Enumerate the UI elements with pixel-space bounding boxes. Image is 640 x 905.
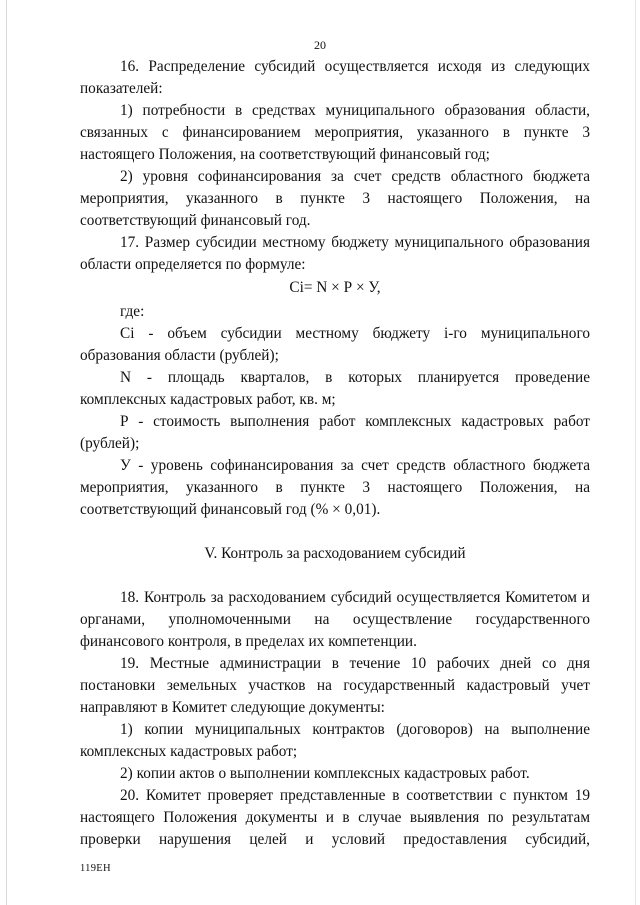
document-body bbox=[80, 56, 590, 851]
paragraph-16: 16. Распределение субсидий осуществляется исходя из следующих показателей: bbox=[80, 58, 590, 97]
definition-n: N - площадь кварталов, в которых планируется проведение комплексных кадастровых работ, кв. м; bbox=[80, 369, 590, 408]
subsidy-formula: Сi= N × Р × У, bbox=[289, 279, 381, 296]
where-label: где: bbox=[120, 303, 145, 320]
paragraph-16-item-2: 2) уровня софинансирования за счет средств областного бюджета мероприятия, указанного в пункте 3 настоящего Положения, на соответствующий финансовый год. bbox=[80, 168, 590, 229]
paragraph-17: 17. Размер субсидии местному бюджету муниципального образования области определяется по формуле: bbox=[80, 234, 590, 273]
scan-edge-left bbox=[6, 0, 7, 905]
paragraph-19: 19. Местные администрации в течение 10 рабочих дней со дня постановки земельных участков на государственный кадастровый учет направляют в Комитет следующие документы: bbox=[80, 655, 590, 716]
definition-u: У - уровень софинансирования за счет средств областного бюджета мероприятия, указанного в пункте 3 настоящего Положения, на соответствующий финансовый год (% × 0,01). bbox=[80, 457, 590, 518]
scan-edge-right bbox=[635, 0, 636, 905]
paragraph-18: 18. Контроль за расходованием субсидий осуществляется Комитетом и органами, уполномоченными на осуществление государственного финансового контроля, в пределах их компетенции. bbox=[80, 589, 590, 650]
paragraph-16-item-1: 1) потребности в средствах муниципального образования области, связанных с финансированием мероприятия, указанного в пункте 3 настоящего Положения, на соответствующий финансовый год; bbox=[80, 102, 590, 163]
section-heading: V. Контроль за расходованием субсидий bbox=[204, 545, 466, 562]
paragraph-19-item-1: 1) копии муниципальных контрактов (договоров) на выполнение комплексных кадастровых работ; bbox=[80, 721, 590, 760]
definition-p: Р - стоимость выполнения работ комплексных кадастровых работ (рублей); bbox=[80, 413, 590, 452]
paragraph-19-item-2: 2) копии актов о выполнении комплексных кадастровых работ. bbox=[120, 765, 530, 782]
page-number: 20 bbox=[314, 38, 326, 52]
definition-ci: Сi - объем субсидии местному бюджету i-го муниципального образования области (рублей); bbox=[80, 325, 590, 364]
paragraph-20: 20. Комитет проверяет представленные в соответствии с пунктом 19 настоящего Положения документы и в случае выявления по результатам проверки нарушения целей и условий предоставления субсидий, bbox=[80, 787, 590, 848]
footer-code: 119ЕН bbox=[80, 863, 111, 874]
